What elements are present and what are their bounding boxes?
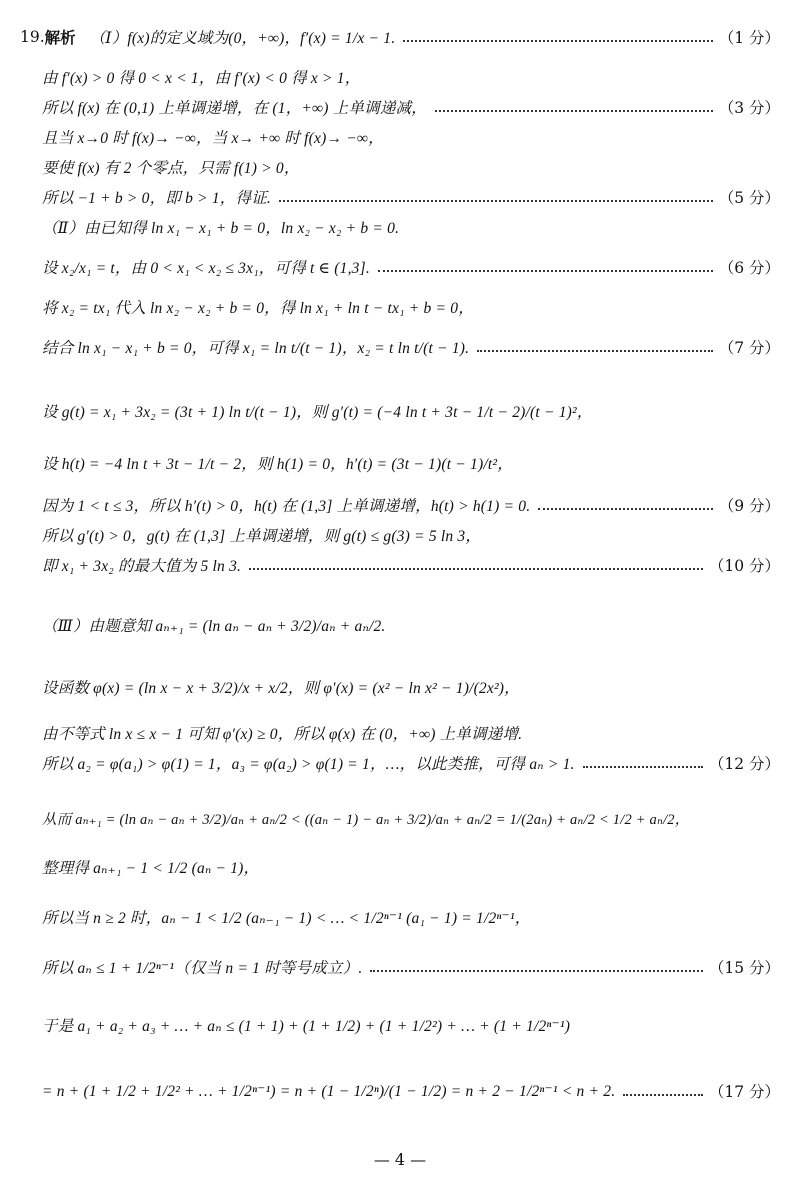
- solution-line-21: [42, 856, 780, 878]
- line-text: 结合 ln x₁ − x₁ + b = 0，可得 x₁ = ln t/(t − 1)，x₂ = t ln t/(t − 1).: [42, 340, 470, 357]
- solution-line-23: [42, 956, 780, 978]
- line-text: （Ⅱ）由已知得 ln x₁ − x₁ + b = 0，ln x₂ − x₂ + b = 0.: [42, 220, 400, 237]
- line-text: 设函数 φ(x) = (ln x − x + 3/2)/x + x/2，则 φ′(x) = (x² − ln x² − 1)/(2x²)，: [42, 680, 520, 697]
- solution-line-4: [42, 126, 780, 148]
- score: （15 分）: [708, 959, 780, 977]
- line-text: 从而 aₙ₊₁ = (ln aₙ − aₙ + 3/2)/aₙ + aₙ/2 < ((aₙ − 1) − aₙ + 3/2)/aₙ + aₙ/2 = 1/(2aₙ) + aₙ/2 < 1/2 + aₙ/2，: [42, 812, 690, 828]
- solution-line-14: [42, 524, 780, 546]
- line-text: 所以 a₂ = φ(a₁) > φ(1) = 1，a₃ = φ(a₂) > φ(1) = 1，…，以此类推，可得 aₙ > 1.: [42, 756, 575, 773]
- solution-line-9: [42, 296, 780, 318]
- line-text: 由 f′(x) > 0 得 0 < x < 1，由 f′(x) < 0 得 x > 1，: [42, 70, 361, 87]
- score: （7 分）: [718, 339, 780, 357]
- solution-line-13: [42, 494, 780, 516]
- solution-line-10: [42, 336, 780, 358]
- leader-dots: [623, 1094, 703, 1096]
- solution-line-25: [42, 1080, 780, 1102]
- line-text: = n + (1 + 1/2 + 1/2² + … + 1/2ⁿ⁻¹) = n + (1 − 1/2ⁿ)/(1 − 1/2) = n + 2 − 1/2ⁿ⁻¹ < n + 2.: [42, 1082, 616, 1100]
- solution-line-16: [42, 614, 780, 636]
- solution-line-5: [42, 156, 780, 178]
- solution-line-19: [42, 752, 780, 774]
- line-text: 设 x₂/x₁ = t，由 0 < x₁ < x₂ ≤ 3x₁，可得 t ∈ (1,3].: [42, 260, 370, 277]
- solution-line-6: [42, 186, 780, 208]
- problem-number: 19.: [20, 28, 45, 46]
- leader-dots: [538, 508, 712, 510]
- line-text: 所以 −1 + b > 0，即 b > 1，得证.: [42, 190, 271, 207]
- solution-line-18: [42, 722, 780, 744]
- line-text: 于是 a₁ + a₂ + a₃ + … + aₙ ≤ (1 + 1) + (1 + 1/2) + (1 + 1/2²) + … + (1 + 1/2ⁿ⁻¹): [42, 1018, 571, 1035]
- line-text: 将 x₂ = tx₁ 代入 ln x₂ − x₂ + b = 0，得 ln x₁ + ln t − tx₁ + b = 0，: [42, 300, 474, 317]
- solution-label: 解析: [44, 28, 76, 47]
- score: （12 分）: [708, 755, 780, 773]
- leader-dots: [477, 350, 712, 352]
- leader-dots: [370, 970, 702, 972]
- solution-line-17: [42, 676, 780, 698]
- score: （17 分）: [708, 1083, 780, 1101]
- leader-dots: [403, 40, 712, 42]
- line-text: 因为 1 < t ≤ 3，所以 h′(t) > 0，h(t) 在 (1,3] 上单调递增，h(t) > h(1) = 0.: [42, 498, 531, 515]
- solution-line-1: [20, 26, 780, 48]
- solution-line-7: [42, 216, 780, 238]
- score: （3 分）: [718, 99, 780, 117]
- line-text: 即 x₁ + 3x₂ 的最大值为 5 ln 3.: [42, 558, 242, 575]
- solution-line-22: [42, 906, 780, 928]
- leader-dots: [249, 568, 703, 570]
- solution-line-15: [42, 554, 780, 576]
- score: （10 分）: [708, 557, 780, 575]
- line-text: 所以 g′(t) > 0，g(t) 在 (1,3] 上单调递增，则 g(t) ≤ g(3) = 5 ln 3，: [42, 528, 482, 545]
- line-text: 所以当 n ≥ 2 时，aₙ − 1 < 1/2 (aₙ₋₁ − 1) < … < 1/2ⁿ⁻¹ (a₁ − 1) = 1/2ⁿ⁻¹，: [42, 910, 531, 927]
- line-text: 设 h(t) = −4 ln t + 3t − 1/t − 2，则 h(1) = 0，h′(t) = (3t − 1)(t − 1)/t²，: [42, 456, 513, 473]
- solution-line-8: [42, 256, 780, 278]
- solution-line-24: [42, 1014, 780, 1036]
- score: （9 分）: [718, 497, 780, 515]
- solution-line-12: [42, 452, 780, 474]
- leader-dots: [378, 270, 713, 272]
- line-text: 所以 f(x) 在 (0,1) 上单调递增，在 (1，+∞) 上单调递减，: [42, 100, 427, 117]
- score: （6 分）: [718, 259, 780, 277]
- line-text: 要使 f(x) 有 2 个零点，只需 f(1) > 0，: [42, 160, 300, 177]
- score: （5 分）: [718, 189, 780, 207]
- page-number: — 4 —: [373, 1150, 427, 1169]
- solution-line-3: [42, 96, 780, 118]
- line-text: 设 g(t) = x₁ + 3x₂ = (3t + 1) ln t/(t − 1)，则 g′(t) = (−4 ln t + 3t − 1/t − 2)/(t − 1)²，: [42, 404, 593, 421]
- leader-dots: [279, 200, 713, 202]
- line-text: 且当 x→0 时 f(x)→ −∞，当 x→ +∞ 时 f(x)→ −∞，: [42, 130, 384, 147]
- solution-line-2: [42, 66, 780, 88]
- solution-line-20: [42, 808, 780, 829]
- score: （1 分）: [718, 29, 780, 47]
- leader-dots: [435, 110, 713, 112]
- line-text: 所以 aₙ ≤ 1 + 1/2ⁿ⁻¹（仅当 n = 1 时等号成立）.: [42, 960, 363, 977]
- leader-dots: [583, 766, 703, 768]
- line-text: 整理得 aₙ₊₁ − 1 < 1/2 (aₙ − 1)，: [42, 860, 260, 877]
- line-text: （Ⅰ）f(x)的定义域为(0，+∞)，f′(x) = 1/x − 1.: [89, 30, 396, 47]
- line-text: 由不等式 ln x ≤ x − 1 可知 φ′(x) ≥ 0，所以 φ(x) 在 (0，+∞) 上单调递增.: [42, 726, 523, 743]
- line-text: （Ⅲ）由题意知 aₙ₊₁ = (ln aₙ − aₙ + 3/2)/aₙ + aₙ/2.: [42, 618, 386, 635]
- solution-line-11: [42, 400, 780, 422]
